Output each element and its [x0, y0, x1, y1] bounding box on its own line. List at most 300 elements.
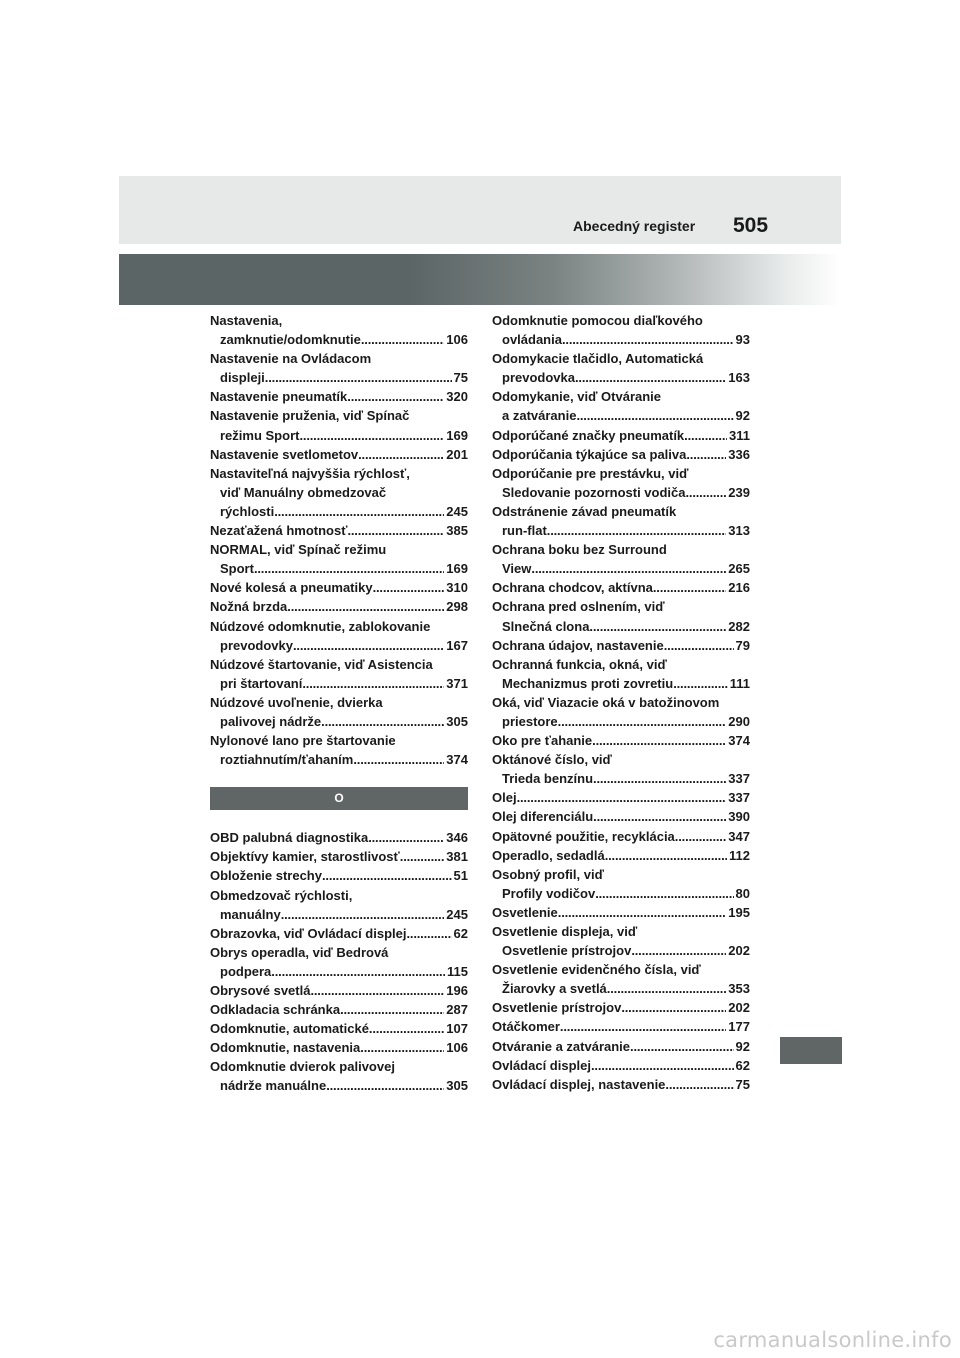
- dot-leader: [664, 636, 734, 655]
- dot-leader: [665, 1075, 733, 1094]
- index-entry-line: [210, 502, 468, 521]
- section-title: Abecedný register: [573, 218, 696, 234]
- index-entry-term: Obmedzovač rýchlosti,: [210, 887, 353, 903]
- index-entry-line: [492, 330, 750, 349]
- header-gradient-band: [119, 254, 841, 305]
- index-entry-line: [210, 924, 468, 943]
- index-entry-line: [210, 1000, 468, 1019]
- index-entry-page: 313: [728, 523, 750, 539]
- index-entry: [492, 349, 750, 387]
- index-entry-term: Odomykacie tlačidlo, Automatická: [492, 351, 704, 367]
- index-entry: [492, 464, 750, 502]
- index-entry-line: [492, 807, 750, 826]
- index-entry-line: [492, 998, 750, 1017]
- index-entry-line: [492, 617, 750, 636]
- index-entry-line: [210, 1076, 468, 1095]
- index-entry: [210, 943, 468, 981]
- index-entry: [210, 924, 468, 943]
- index-entry-line: [492, 578, 750, 597]
- index-entry-line: [210, 866, 468, 885]
- index-entry-term: Olej diferenciálu: [492, 809, 594, 825]
- index-entry-line: [210, 750, 468, 769]
- index-entry-page: 298: [446, 599, 468, 615]
- index-entry-line: [210, 962, 468, 981]
- index-entry: [492, 998, 750, 1017]
- dot-leader: [254, 559, 444, 578]
- thumb-index-tab: [780, 1037, 842, 1064]
- index-entry: [492, 1017, 750, 1036]
- index-entry-page: 385: [446, 523, 468, 539]
- index-entry-term: Otváranie a zatváranie: [492, 1038, 631, 1054]
- index-entry: [492, 1056, 750, 1075]
- index-entry-term: Ochrana pred oslnením, viď: [492, 599, 665, 615]
- index-entry-term: OBD palubná diagnostika: [210, 830, 369, 846]
- dot-leader: [589, 617, 726, 636]
- index-entry-line: [492, 1017, 750, 1036]
- index-entry: [210, 847, 468, 866]
- index-entry: [210, 981, 468, 1000]
- index-entry: [492, 540, 750, 578]
- index-entry-line: [492, 1037, 750, 1056]
- index-entry: [210, 387, 468, 406]
- index-entries-o-continued: [492, 311, 750, 1094]
- dot-leader: [293, 636, 444, 655]
- dot-leader: [353, 750, 444, 769]
- dot-leader: [340, 1000, 444, 1019]
- index-entry: [492, 502, 750, 540]
- index-entry-page: 265: [728, 561, 750, 577]
- index-entry-line: [210, 674, 468, 693]
- dot-leader: [274, 502, 444, 521]
- dot-leader: [675, 827, 727, 846]
- index-entry-line: [492, 941, 750, 960]
- index-entry-page: 337: [728, 790, 750, 806]
- index-entry-page: 169: [446, 561, 468, 577]
- index-entry-term: Odporúčanie pre prestávku, viď: [492, 465, 689, 481]
- index-entry-line: [492, 979, 750, 998]
- dot-leader: [621, 998, 726, 1017]
- index-entry: [492, 960, 750, 998]
- index-entry-page: 163: [728, 370, 750, 386]
- dot-leader: [607, 979, 727, 998]
- index-entry-term: Núdzové štartovanie, viď Asistencia: [210, 656, 433, 672]
- index-entry-line: [210, 597, 468, 616]
- index-entry: [492, 445, 750, 464]
- index-entry-term: Odporúčané značky pneumatík: [492, 427, 685, 443]
- index-entry-line: [210, 559, 468, 578]
- index-entry-page: 51: [453, 868, 468, 884]
- index-entry-line: [492, 769, 750, 788]
- index-entry-page: 305: [446, 713, 468, 729]
- index-entry: [492, 865, 750, 903]
- index-entry-line: [492, 788, 750, 807]
- index-entry: [210, 349, 468, 387]
- index-entry-page: 167: [446, 637, 468, 653]
- dot-leader: [271, 962, 445, 981]
- index-entry-term: Odporúčania týkajúce sa paliva: [492, 446, 687, 462]
- dot-leader: [595, 884, 733, 903]
- dot-leader: [299, 426, 444, 445]
- watermark: carmanualsonline.info: [713, 1328, 952, 1352]
- index-entry-term: priestore: [502, 713, 558, 729]
- index-entry-line: [210, 578, 468, 597]
- index-entry-line: [492, 559, 750, 578]
- index-entry-term: Nastavenie pruženia, viď Spínač: [210, 408, 410, 424]
- index-entry-page: 196: [446, 983, 468, 998]
- index-entry-page: 202: [728, 1000, 750, 1016]
- dot-leader: [562, 330, 734, 349]
- index-entry-term: manuálny: [220, 906, 281, 922]
- index-entry-page: 115: [447, 963, 468, 979]
- index-entry-page: 290: [728, 713, 750, 729]
- index-entry-term: Slnečná clona: [502, 618, 590, 634]
- index-entries-n: [210, 311, 468, 769]
- index-entry: [210, 521, 468, 540]
- index-entry-line: [210, 636, 468, 655]
- index-column-left: [210, 311, 468, 1096]
- index-entry-line: [492, 445, 750, 464]
- index-entry-page: 107: [446, 1021, 468, 1037]
- index-entry-term: Osvetlenie evidenčného čísla, viď: [492, 962, 701, 978]
- index-entry-page: 282: [728, 618, 750, 634]
- index-entry-term: zamknutie/odomknutie: [220, 332, 361, 348]
- index-entry-term: Odomknutie pomocou diaľkového: [492, 313, 703, 328]
- index-entry-term: Ovládací displej, nastavenie: [492, 1076, 666, 1092]
- index-entry-page: 195: [728, 904, 750, 920]
- dot-leader: [560, 1017, 726, 1036]
- index-entry-term: Núdzové uvoľnenie, dvierka: [210, 694, 383, 710]
- index-entry-page: 111: [729, 675, 750, 691]
- dot-leader: [361, 330, 444, 349]
- index-entry-page: 75: [735, 1076, 750, 1092]
- index-entry: [492, 655, 750, 693]
- index-entry-term: režimu Sport: [220, 427, 300, 443]
- index-entry: [492, 1037, 750, 1056]
- index-entry: [210, 1000, 468, 1019]
- index-entry-page: 201: [446, 446, 468, 462]
- index-entry-term: rýchlosti: [220, 503, 275, 519]
- index-entry-term: Otáčkomer: [492, 1019, 560, 1035]
- index-entry-line: [210, 905, 468, 924]
- index-entry-page: 390: [728, 809, 750, 825]
- index-entry-page: 106: [446, 332, 468, 348]
- index-entry: [492, 903, 750, 922]
- index-entry-term: Odkladacia schránka: [210, 1002, 341, 1018]
- index-entry-page: 75: [453, 370, 468, 386]
- dot-leader: [287, 597, 444, 616]
- index-entry-page: 106: [446, 1040, 468, 1056]
- dot-leader: [558, 712, 727, 731]
- index-entry-page: 374: [446, 752, 468, 768]
- index-entry-term: Nastavenie pneumatík: [210, 389, 348, 405]
- index-entry: [492, 731, 750, 750]
- index-entry-line: [210, 847, 468, 866]
- index-entry: [210, 693, 468, 731]
- index-entry-term: Osobný profil, viď: [492, 866, 604, 882]
- index-entry-term: Sledovanie pozornosti vodiča: [502, 484, 686, 500]
- index-entry-page: 112: [729, 847, 750, 863]
- dot-leader: [631, 941, 726, 960]
- index-entry-term: Nylonové lano pre štartovanie: [210, 733, 396, 749]
- index-entry: [210, 445, 468, 464]
- dot-leader: [310, 981, 444, 1000]
- index-entry: [492, 922, 750, 960]
- index-entry-term: Ochranná funkcia, okná, viď: [492, 656, 667, 672]
- dot-leader: [593, 769, 726, 788]
- index-entry-page: 346: [446, 830, 468, 846]
- index-entry-term: Nastavenie svetlometov: [210, 446, 359, 462]
- dot-leader: [373, 578, 445, 597]
- index-entry-term: prevodovka: [502, 370, 575, 386]
- index-entry-line: [210, 368, 468, 387]
- index-entry: [492, 636, 750, 655]
- index-entry-line: [210, 828, 468, 847]
- index-entry-line: [492, 903, 750, 922]
- index-entry-line: [492, 426, 750, 445]
- index-entry-page: 305: [446, 1078, 468, 1094]
- index-entry-term: Opätovné použitie, recyklácia: [492, 828, 675, 844]
- index-entry-term: Obrys operadla, viď Bedrová: [210, 944, 389, 960]
- dot-leader: [591, 1056, 734, 1075]
- dot-leader: [321, 712, 444, 731]
- index-entry-page: 320: [446, 389, 468, 405]
- index-entry-line: [210, 1019, 468, 1038]
- index-entry-term: Trieda benzínu: [502, 771, 594, 787]
- index-entry: [210, 540, 468, 578]
- index-entry-line: [210, 981, 468, 1000]
- index-entry-term: Odstránenie závad pneumatík: [492, 503, 677, 519]
- index-entry-page: 381: [446, 849, 468, 865]
- page-number: 505: [733, 214, 769, 237]
- dot-leader: [347, 387, 444, 406]
- dot-leader: [547, 521, 727, 540]
- dot-leader: [685, 483, 726, 502]
- dot-leader: [360, 1038, 444, 1057]
- index-entry-term: Ovládací displej: [492, 1057, 591, 1073]
- index-entry-page: 287: [446, 1002, 468, 1018]
- index-entry-line: [210, 445, 468, 464]
- dot-leader: [558, 903, 727, 922]
- index-entry-term: run-flat: [502, 523, 547, 539]
- dot-leader: [630, 1037, 734, 1056]
- index-entry-line: [210, 521, 468, 540]
- index-entry-line: [492, 636, 750, 655]
- index-entry-term: Obloženie strechy: [210, 868, 322, 884]
- index-entry-term: Nové kolesá a pneumatiky: [210, 580, 373, 596]
- index-entry-page: 245: [446, 906, 468, 922]
- index-entry: [492, 311, 750, 349]
- index-column-right: [492, 311, 750, 1094]
- index-entry-term: Odomknutie, automatické: [210, 1021, 369, 1037]
- index-entry: [492, 426, 750, 445]
- index-entry-page: 374: [728, 733, 750, 749]
- index-entry-term: Objektívy kamier, starostlivosť: [210, 849, 400, 865]
- index-entry: [492, 387, 750, 425]
- index-entry-term: podpera: [220, 963, 272, 979]
- index-entry-page: 245: [446, 503, 468, 519]
- index-entry-term: Oko pre ťahanie: [492, 733, 593, 749]
- dot-leader: [322, 866, 452, 885]
- index-entry-line: [492, 827, 750, 846]
- index-entry: [210, 1019, 468, 1038]
- index-entry-term: Osvetlenie prístrojov: [492, 1000, 622, 1016]
- index-entry-page: 92: [735, 1038, 750, 1054]
- index-entry-term: Ochrana údajov, nastavenie: [492, 637, 664, 653]
- index-entry-term: Olej: [492, 790, 517, 806]
- dot-leader: [686, 445, 726, 464]
- index-entries-o: [210, 828, 468, 1095]
- index-entry-page: 92: [735, 408, 750, 424]
- index-entry-line: [210, 426, 468, 445]
- index-entry-page: 79: [735, 637, 750, 653]
- index-entry-line: [492, 731, 750, 750]
- index-entry-page: 177: [728, 1019, 750, 1035]
- index-entry: [492, 578, 750, 597]
- index-entry-term: viď Manuálny obmedzovač: [220, 484, 387, 500]
- dot-leader: [576, 406, 733, 425]
- index-entry-term: roztiahnutím/ťahaním: [220, 752, 354, 768]
- index-entry-term: Osvetlenie: [492, 904, 558, 920]
- index-entry-line: [492, 1056, 750, 1075]
- index-entry-page: 311: [729, 427, 750, 443]
- index-entry-line: [210, 1038, 468, 1057]
- index-entry: [492, 1075, 750, 1094]
- index-entry: [492, 846, 750, 865]
- index-entry-page: 80: [735, 885, 750, 901]
- index-entry: [210, 597, 468, 616]
- index-entry-term: Odomknutie dvierok palivovej: [210, 1059, 395, 1075]
- index-entry-line: [492, 521, 750, 540]
- dot-leader: [302, 674, 444, 693]
- index-entry-page: 216: [728, 580, 750, 596]
- index-entry-term: Operadlo, sedadlá: [492, 847, 605, 863]
- dot-leader: [281, 905, 445, 924]
- index-entry-page: 62: [735, 1057, 750, 1073]
- index-entry-page: 202: [728, 943, 750, 959]
- index-entry-term: Obrazovka, viď Ovládací displej: [210, 925, 407, 941]
- index-entry: [492, 807, 750, 826]
- index-entry-line: [210, 712, 468, 731]
- index-entry-term: palivovej nádrže: [220, 713, 322, 729]
- index-entry-page: 337: [728, 771, 750, 787]
- dot-leader: [605, 846, 727, 865]
- index-entry-term: Obrysové svetlá: [210, 983, 311, 998]
- index-entry-line: [492, 368, 750, 387]
- dot-leader: [575, 368, 726, 387]
- index-entry: [210, 866, 468, 885]
- index-entry-term: ovládania: [502, 332, 562, 348]
- index-entry-line: [492, 1075, 750, 1094]
- index-entry-line: [210, 387, 468, 406]
- index-entry: [210, 1038, 468, 1057]
- index-entry: [210, 886, 468, 924]
- dot-leader: [265, 368, 452, 387]
- dot-leader: [368, 828, 444, 847]
- index-entry-line: [210, 330, 468, 349]
- index-entry: [210, 578, 468, 597]
- letter-header-o: O: [210, 787, 468, 810]
- index-entry-term: Oktánové číslo, viď: [492, 752, 612, 768]
- index-entry-term: Sport: [220, 561, 254, 577]
- dot-leader: [326, 1076, 444, 1095]
- dot-leader: [406, 924, 451, 943]
- dot-leader: [369, 1019, 444, 1038]
- index-entry-line: [492, 406, 750, 425]
- index-entry-line: [492, 483, 750, 502]
- dot-leader: [517, 788, 727, 807]
- index-entry: [492, 693, 750, 731]
- index-entry-page: 353: [728, 981, 750, 997]
- index-entry: [210, 617, 468, 655]
- index-entry-term: Nastavenia,: [210, 313, 283, 328]
- index-entry-page: 336: [728, 446, 750, 462]
- index-entry: [492, 750, 750, 788]
- index-entry-page: 347: [728, 828, 750, 844]
- index-entry-term: Odomykanie, viď Otváranie: [492, 389, 662, 405]
- index-entry: [492, 597, 750, 635]
- index-entry-term: Mechanizmus proti zovretiu: [502, 675, 674, 691]
- index-entry: [492, 827, 750, 846]
- dot-leader: [673, 674, 728, 693]
- index-entry-term: nádrže manuálne: [220, 1078, 327, 1094]
- index-entry: [210, 406, 468, 444]
- index-entry-term: a zatváranie: [502, 408, 577, 424]
- index-entry-page: 371: [446, 675, 468, 691]
- index-entry-page: 93: [735, 332, 750, 348]
- index-entry-page: 62: [453, 925, 468, 941]
- index-entry-page: 169: [446, 427, 468, 443]
- index-entry-term: pri štartovaní: [220, 675, 303, 691]
- index-entry-term: Osvetlenie prístrojov: [502, 943, 632, 959]
- index-entry-page: 310: [446, 580, 468, 596]
- index-entry: [210, 311, 468, 349]
- index-entry-term: Nezaťažená hmotnosť: [210, 523, 348, 539]
- dot-leader: [531, 559, 726, 578]
- index-entry-line: [492, 884, 750, 903]
- index-entry-line: [492, 674, 750, 693]
- index-entry-term: Osvetlenie displeja, viď: [492, 924, 638, 939]
- index-entry-term: Oká, viď Viazacie oká v batožinovom: [492, 694, 720, 710]
- index-entry-term: Profily vodičov: [502, 885, 596, 901]
- index-entry-term: View: [502, 561, 532, 577]
- index-entry-term: Žiarovky a svetlá: [502, 981, 607, 997]
- index-entry: [210, 1057, 468, 1095]
- index-entry-term: NORMAL, viď Spínač režimu: [210, 542, 387, 558]
- index-entry: [492, 788, 750, 807]
- index-entry: [210, 655, 468, 693]
- dot-leader: [593, 807, 726, 826]
- index-entry-line: [492, 712, 750, 731]
- index-entry-page: 239: [728, 484, 750, 500]
- dot-leader: [400, 847, 445, 866]
- index-entry-term: Odomknutie, nastavenia: [210, 1040, 361, 1056]
- index-entry-term: Nastavenie na Ovládacom: [210, 351, 372, 367]
- index-entry-term: Nastaviteľná najvyššia rýchlosť,: [210, 465, 410, 481]
- index-entry-term: Núdzové odomknutie, zablokovanie: [210, 618, 431, 634]
- index-entry: [210, 828, 468, 847]
- dot-leader: [653, 578, 726, 597]
- index-entry-term: Ochrana boku bez Surround: [492, 542, 667, 558]
- index-entry-term: Nožná brzda: [210, 599, 288, 615]
- dot-leader: [347, 521, 444, 540]
- dot-leader: [358, 445, 444, 464]
- index-entry-term: Ochrana chodcov, aktívna: [492, 580, 653, 596]
- index-entry-term: displeji: [220, 370, 265, 386]
- index-entry-line: [492, 846, 750, 865]
- index-entry-term: prevodovky: [220, 637, 293, 653]
- dot-leader: [592, 731, 726, 750]
- index-entry: [210, 731, 468, 769]
